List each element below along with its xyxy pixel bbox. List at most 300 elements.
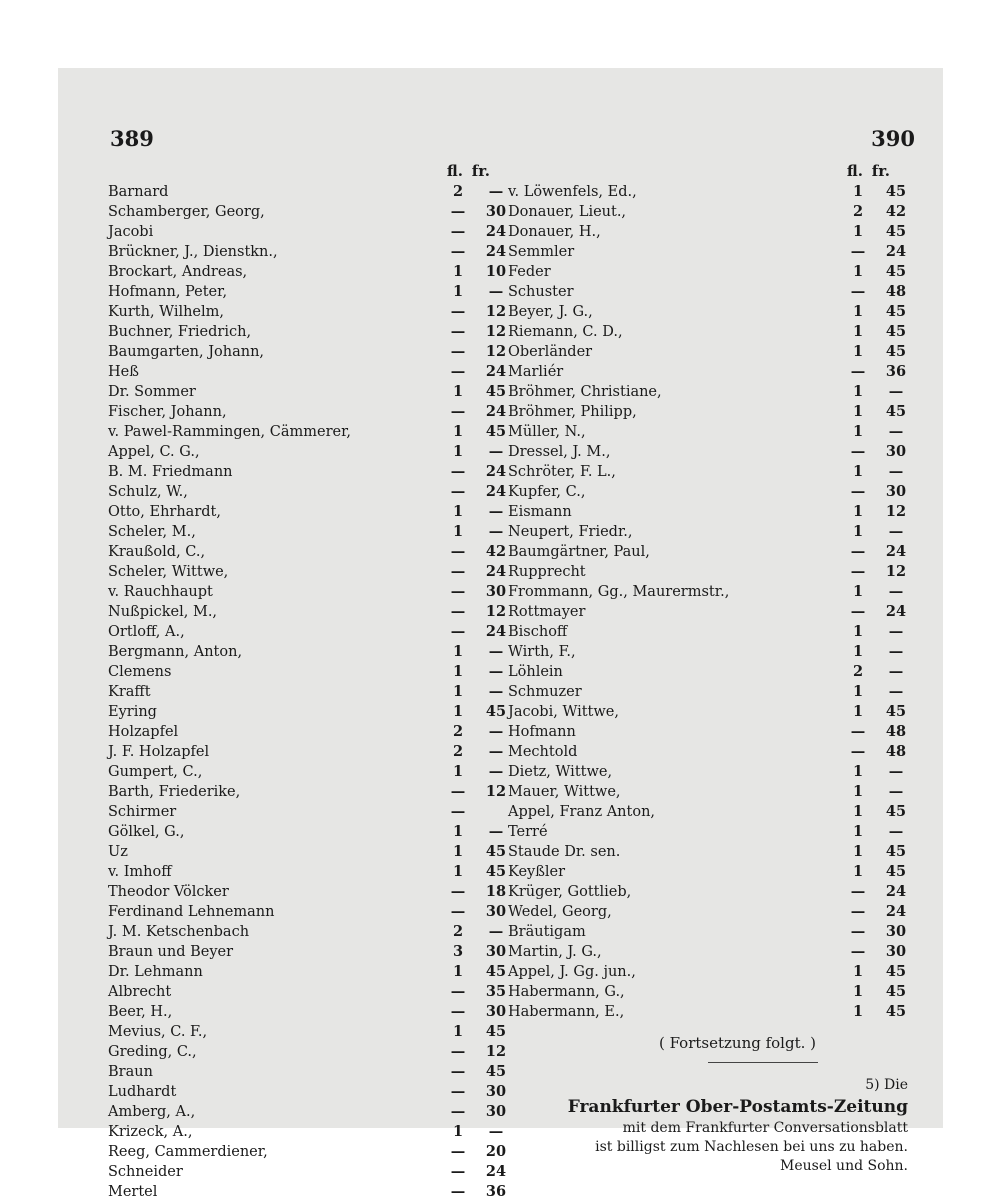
list-item: [108, 402, 516, 422]
entry-name: Kupfer, C.,: [508, 484, 586, 500]
entry-name: Habermann, G.,: [508, 984, 625, 1000]
entry-name: Appel, J. Gg. jun.,: [508, 964, 636, 980]
entry-kr: 45: [885, 863, 907, 880]
entry-name: Keyßler: [508, 864, 566, 880]
entry-fl: —: [450, 1183, 466, 1200]
entry-fl: 2: [452, 183, 464, 200]
entry-kr: 45: [485, 383, 507, 400]
entry-kr: 35: [485, 983, 507, 1000]
entry-kr: 24: [885, 883, 907, 900]
entry-fl: 1: [452, 423, 464, 440]
entry-name: Dr. Lehmann: [108, 964, 203, 980]
entry-name: Beer, H.,: [108, 1004, 173, 1020]
entry-fl: 3: [452, 943, 464, 960]
list-item: [508, 562, 916, 582]
entry-name: Bräutigam: [508, 924, 586, 940]
entry-name: Nußpickel, M.,: [108, 604, 218, 620]
entry-kr: 45: [885, 303, 907, 320]
subscriber-list-left: [108, 182, 516, 1202]
header-kr: fr.: [871, 162, 890, 180]
entry-kr: 24: [485, 243, 507, 260]
entry-fl: 1: [852, 823, 864, 840]
entry-fl: —: [450, 563, 466, 580]
entry-name: Schamberger, Georg,: [108, 204, 265, 220]
list-item: [108, 502, 516, 522]
entry-fl: —: [450, 203, 466, 220]
list-item: [508, 642, 916, 662]
entry-kr: —: [488, 743, 504, 760]
entry-kr: —: [488, 723, 504, 740]
entry-name: Terré: [508, 824, 548, 840]
list-item: [108, 1042, 516, 1062]
list-item: [508, 982, 916, 1002]
entry-name: Hofmann, Peter,: [108, 284, 228, 300]
entry-name: Feder: [508, 264, 551, 280]
entry-fl: —: [850, 563, 866, 580]
left-column: [108, 162, 516, 1202]
entry-fl: —: [850, 743, 866, 760]
list-item: [508, 702, 916, 722]
entry-name: Schröter, F. L.,: [508, 464, 616, 480]
entry-fl: —: [850, 283, 866, 300]
entry-fl: 1: [852, 303, 864, 320]
entry-kr: 24: [885, 243, 907, 260]
entry-name: Bischoff: [508, 624, 568, 640]
entry-kr: —: [488, 643, 504, 660]
list-item: [508, 662, 916, 682]
entry-name: Donauer, Lieut.,: [508, 204, 627, 220]
entry-fl: 1: [452, 283, 464, 300]
entry-name: Marliér: [508, 364, 564, 380]
entry-kr: —: [488, 503, 504, 520]
list-item: [508, 942, 916, 962]
entry-kr: —: [488, 443, 504, 460]
entry-name: Mertel: [108, 1184, 158, 1200]
entry-name: Schmuzer: [508, 684, 582, 700]
entry-name: Eyring: [108, 704, 157, 720]
list-item: [108, 902, 516, 922]
entry-name: Ortloff, A.,: [108, 624, 185, 640]
entry-fl: —: [450, 363, 466, 380]
list-item: [108, 222, 516, 242]
entry-name: Jacobi, Wittwe,: [508, 704, 619, 720]
entry-kr: 24: [485, 563, 507, 580]
entry-kr: 45: [885, 703, 907, 720]
entry-kr: 45: [485, 1063, 507, 1080]
entry-fl: —: [450, 903, 466, 920]
entry-fl: 1: [852, 463, 864, 480]
entry-name: Semmler: [508, 244, 575, 260]
entry-name: J. M. Ketschenbach: [108, 924, 250, 940]
list-item: [108, 282, 516, 302]
entry-kr: 30: [885, 943, 907, 960]
entry-fl: —: [450, 243, 466, 260]
entry-name: Reeg, Cammerdiener,: [108, 1144, 268, 1160]
entry-kr: 48: [885, 283, 907, 300]
entry-name: Otto, Ehrhardt,: [108, 504, 221, 520]
header-kr: fr.: [471, 162, 490, 180]
entry-name: Oberländer: [508, 344, 593, 360]
entry-name: Habermann, E.,: [508, 1004, 625, 1020]
entry-name: Uz: [108, 844, 128, 860]
list-item: [108, 782, 516, 802]
entry-fl: —: [850, 363, 866, 380]
entry-kr: 30: [485, 203, 507, 220]
entry-fl: 1: [452, 703, 464, 720]
entry-kr: 12: [485, 323, 507, 340]
entry-kr: 12: [485, 343, 507, 360]
entry-fl: 2: [852, 663, 864, 680]
entry-kr: 24: [485, 1163, 507, 1180]
entry-kr: 10: [485, 263, 507, 280]
entry-name: Greding, C.,: [108, 1044, 197, 1060]
list-item: [508, 182, 916, 202]
entry-fl: 1: [452, 1023, 464, 1040]
list-item: [108, 982, 516, 1002]
list-item: [108, 1082, 516, 1102]
list-item: [508, 902, 916, 922]
entry-fl: —: [850, 723, 866, 740]
entry-kr: 24: [485, 223, 507, 240]
entry-name: Baumgarten, Johann,: [108, 344, 265, 360]
list-item: [108, 622, 516, 642]
entry-name: Wedel, Georg,: [508, 904, 612, 920]
entry-name: Riemann, C. D.,: [508, 324, 623, 340]
list-item: [108, 202, 516, 222]
entry-name: Mauer, Wittwe,: [508, 784, 621, 800]
entry-fl: 1: [452, 823, 464, 840]
entry-fl: 1: [852, 403, 864, 420]
entry-kr: —: [888, 623, 904, 640]
list-item: [508, 582, 916, 602]
entry-name: Albrecht: [108, 984, 172, 1000]
list-item: [108, 482, 516, 502]
entry-fl: 1: [852, 703, 864, 720]
entry-fl: 1: [852, 383, 864, 400]
entry-fl: 1: [852, 963, 864, 980]
entry-kr: 30: [885, 483, 907, 500]
entry-name: Schuster: [508, 284, 574, 300]
entry-kr: 45: [485, 963, 507, 980]
entry-fl: —: [850, 603, 866, 620]
entry-fl: —: [450, 483, 466, 500]
list-item: [108, 542, 516, 562]
column-header: [108, 162, 516, 182]
entry-fl: 1: [452, 1123, 464, 1140]
entry-name: Bröhmer, Philipp,: [508, 404, 637, 420]
entry-fl: —: [450, 783, 466, 800]
entry-kr: —: [888, 423, 904, 440]
entry-name: J. F. Holzapfel: [108, 744, 210, 760]
list-item: [508, 202, 916, 222]
entry-fl: —: [450, 1163, 466, 1180]
entry-name: Ferdinand Lehnemann: [108, 904, 275, 920]
list-item: [108, 262, 516, 282]
entry-fl: 1: [852, 343, 864, 360]
list-item: [508, 382, 916, 402]
entry-kr: —: [488, 1123, 504, 1140]
list-item: [508, 482, 916, 502]
list-item: [508, 402, 916, 422]
list-item: [108, 442, 516, 462]
entry-fl: 1: [452, 523, 464, 540]
entry-name: Dr. Sommer: [108, 384, 196, 400]
entry-name: Frommann, Gg., Maurermstr.,: [508, 584, 730, 600]
entry-kr: 24: [485, 483, 507, 500]
entry-name: Gumpert, C.,: [108, 764, 203, 780]
entry-kr: 45: [885, 183, 907, 200]
entry-fl: 1: [852, 763, 864, 780]
entry-fl: 1: [852, 803, 864, 820]
subscriber-list-right: [508, 182, 916, 1022]
entry-fl: 1: [852, 323, 864, 340]
entry-name: Braun: [108, 1064, 153, 1080]
entry-fl: —: [850, 903, 866, 920]
entry-fl: —: [850, 923, 866, 940]
entry-kr: 45: [885, 223, 907, 240]
entry-name: Scheler, M.,: [108, 524, 196, 540]
entry-fl: —: [850, 443, 866, 460]
entry-name: Dietz, Wittwe,: [508, 764, 613, 780]
entry-fl: —: [450, 403, 466, 420]
entry-kr: 24: [885, 543, 907, 560]
entry-name: Appel, Franz Anton,: [508, 804, 656, 820]
entry-fl: 1: [452, 963, 464, 980]
entry-fl: 1: [452, 863, 464, 880]
entry-kr: 36: [885, 363, 907, 380]
entry-fl: —: [450, 1043, 466, 1060]
entry-kr: 24: [885, 903, 907, 920]
entry-kr: 12: [885, 503, 907, 520]
entry-kr: —: [488, 763, 504, 780]
entry-kr: 45: [885, 343, 907, 360]
advertisement: [508, 1077, 916, 1174]
list-item: [508, 822, 916, 842]
entry-kr: 30: [485, 1083, 507, 1100]
entry-fl: 1: [452, 503, 464, 520]
entry-fl: —: [450, 1103, 466, 1120]
entry-name: Hofmann: [508, 724, 576, 740]
list-item: [508, 422, 916, 442]
entry-fl: —: [850, 243, 866, 260]
list-item: [108, 382, 516, 402]
entry-kr: 30: [485, 1103, 507, 1120]
entry-name: Wirth, F.,: [508, 644, 576, 660]
entry-fl: 1: [852, 643, 864, 660]
notice-line: mit dem Frankfurter Conversationsblatt: [622, 1120, 908, 1136]
list-item: [108, 422, 516, 442]
entry-fl: 1: [452, 663, 464, 680]
list-item: [108, 862, 516, 882]
divider: [708, 1062, 818, 1063]
entry-name: Löhlein: [508, 664, 563, 680]
entry-name: Ludhardt: [108, 1084, 177, 1100]
list-item: [508, 922, 916, 942]
entry-kr: —: [888, 663, 904, 680]
entry-name: v. Rauchhaupt: [108, 584, 213, 600]
entry-kr: 48: [885, 723, 907, 740]
entry-kr: —: [488, 823, 504, 840]
entry-kr: 24: [485, 363, 507, 380]
entry-kr: 45: [885, 263, 907, 280]
list-item: [508, 242, 916, 262]
entry-kr: 45: [885, 843, 907, 860]
entry-kr: 24: [885, 603, 907, 620]
entry-name: Baumgärtner, Paul,: [508, 544, 650, 560]
entry-name: B. M. Friedmann: [108, 464, 233, 480]
list-item: [108, 562, 516, 582]
entry-kr: 30: [485, 1003, 507, 1020]
list-item: [508, 862, 916, 882]
entry-name: Rottmayer: [508, 604, 586, 620]
header-fl: fl.: [846, 162, 863, 180]
entry-kr: 45: [485, 703, 507, 720]
entry-fl: 1: [452, 683, 464, 700]
entry-fl: 1: [852, 503, 864, 520]
entry-fl: —: [450, 463, 466, 480]
list-item: [108, 842, 516, 862]
entry-kr: —: [488, 183, 504, 200]
entry-fl: 1: [852, 183, 864, 200]
notice-title: Frankfurter Ober-Postamts-Zeitung: [567, 1097, 908, 1117]
entry-name: v. Löwenfels, Ed.,: [508, 184, 637, 200]
entry-kr: 30: [885, 443, 907, 460]
entry-fl: —: [450, 803, 466, 820]
list-item: [508, 542, 916, 562]
list-item: [508, 802, 916, 822]
entry-kr: —: [888, 783, 904, 800]
list-item: [108, 602, 516, 622]
list-item: [508, 722, 916, 742]
entry-fl: 1: [452, 643, 464, 660]
entry-name: Neupert, Friedr.,: [508, 524, 633, 540]
list-item: [108, 1002, 516, 1022]
entry-kr: 12: [485, 1043, 507, 1060]
entry-kr: 45: [485, 1023, 507, 1040]
entry-kr: 24: [485, 403, 507, 420]
entry-fl: 1: [852, 223, 864, 240]
entry-fl: 1: [852, 843, 864, 860]
entry-fl: —: [850, 483, 866, 500]
list-item: [108, 1022, 516, 1042]
list-item: [508, 462, 916, 482]
list-item: [108, 922, 516, 942]
entry-name: Kurth, Wilhelm,: [108, 304, 225, 320]
list-item: [508, 442, 916, 462]
notice-signature: Meusel und Sohn.: [780, 1158, 908, 1174]
list-item: [108, 722, 516, 742]
entry-kr: —: [888, 583, 904, 600]
entry-fl: 1: [852, 423, 864, 440]
list-item: [108, 462, 516, 482]
entry-kr: —: [488, 283, 504, 300]
list-item: [508, 742, 916, 762]
notice-number: 5) Die: [865, 1077, 908, 1093]
entry-fl: —: [450, 583, 466, 600]
entry-fl: 1: [852, 263, 864, 280]
entry-name: Bergmann, Anton,: [108, 644, 243, 660]
entry-kr: 20: [485, 1143, 507, 1160]
entry-name: Scheler, Wittwe,: [108, 564, 229, 580]
entry-name: Clemens: [108, 664, 172, 680]
list-item: [508, 322, 916, 342]
list-item: [508, 522, 916, 542]
header-fl: fl.: [446, 162, 463, 180]
entry-fl: —: [450, 1083, 466, 1100]
entry-name: Mevius, C. F.,: [108, 1024, 208, 1040]
entry-kr: 42: [885, 203, 907, 220]
entry-kr: 12: [485, 603, 507, 620]
entry-kr: —: [488, 923, 504, 940]
entry-fl: 1: [452, 763, 464, 780]
list-item: [108, 1142, 516, 1162]
list-item: [108, 962, 516, 982]
entry-kr: 18: [485, 883, 507, 900]
entry-fl: —: [450, 1003, 466, 1020]
entry-name: Gölkel, G.,: [108, 824, 185, 840]
list-item: [108, 662, 516, 682]
entry-fl: 1: [852, 623, 864, 640]
entry-kr: —: [888, 463, 904, 480]
entry-kr: 30: [485, 583, 507, 600]
entry-fl: 1: [852, 1003, 864, 1020]
list-item: [108, 702, 516, 722]
entry-fl: —: [450, 223, 466, 240]
entry-name: Theodor Völcker: [108, 884, 229, 900]
entry-fl: 1: [452, 263, 464, 280]
list-item: [108, 822, 516, 842]
entry-fl: 2: [852, 203, 864, 220]
entry-kr: —: [888, 823, 904, 840]
entry-fl: 1: [452, 383, 464, 400]
list-item: [508, 682, 916, 702]
entry-kr: 45: [885, 403, 907, 420]
list-item: [108, 1162, 516, 1182]
list-item: [108, 1062, 516, 1082]
entry-fl: 1: [852, 863, 864, 880]
entry-fl: —: [450, 323, 466, 340]
entry-name: Mechtold: [508, 744, 578, 760]
entry-kr: 45: [485, 423, 507, 440]
entry-name: Heß: [108, 364, 139, 380]
entry-name: Schulz, W.,: [108, 484, 188, 500]
entry-fl: 1: [852, 583, 864, 600]
list-item: [108, 742, 516, 762]
entry-kr: 12: [485, 303, 507, 320]
list-item: [508, 362, 916, 382]
entry-kr: 45: [485, 843, 507, 860]
entry-kr: 30: [485, 943, 507, 960]
right-column: [508, 162, 916, 1174]
entry-kr: 45: [885, 963, 907, 980]
list-item: [108, 1182, 516, 1202]
entry-kr: 30: [485, 903, 507, 920]
entry-kr: —: [488, 663, 504, 680]
entry-name: Brückner, J., Dienstkn.,: [108, 244, 278, 260]
notice-line: ist billigst zum Nachlesen bei uns zu haben.: [595, 1139, 908, 1155]
entry-fl: 1: [452, 843, 464, 860]
entry-kr: 45: [885, 1003, 907, 1020]
entry-name: Krafft: [108, 684, 151, 700]
entry-fl: 1: [452, 443, 464, 460]
list-item: [508, 342, 916, 362]
list-item: [508, 882, 916, 902]
entry-fl: —: [850, 943, 866, 960]
list-item: [508, 302, 916, 322]
entry-name: Krüger, Gottlieb,: [508, 884, 632, 900]
entry-name: Barnard: [108, 184, 169, 200]
entry-name: Beyer, J. G.,: [508, 304, 593, 320]
